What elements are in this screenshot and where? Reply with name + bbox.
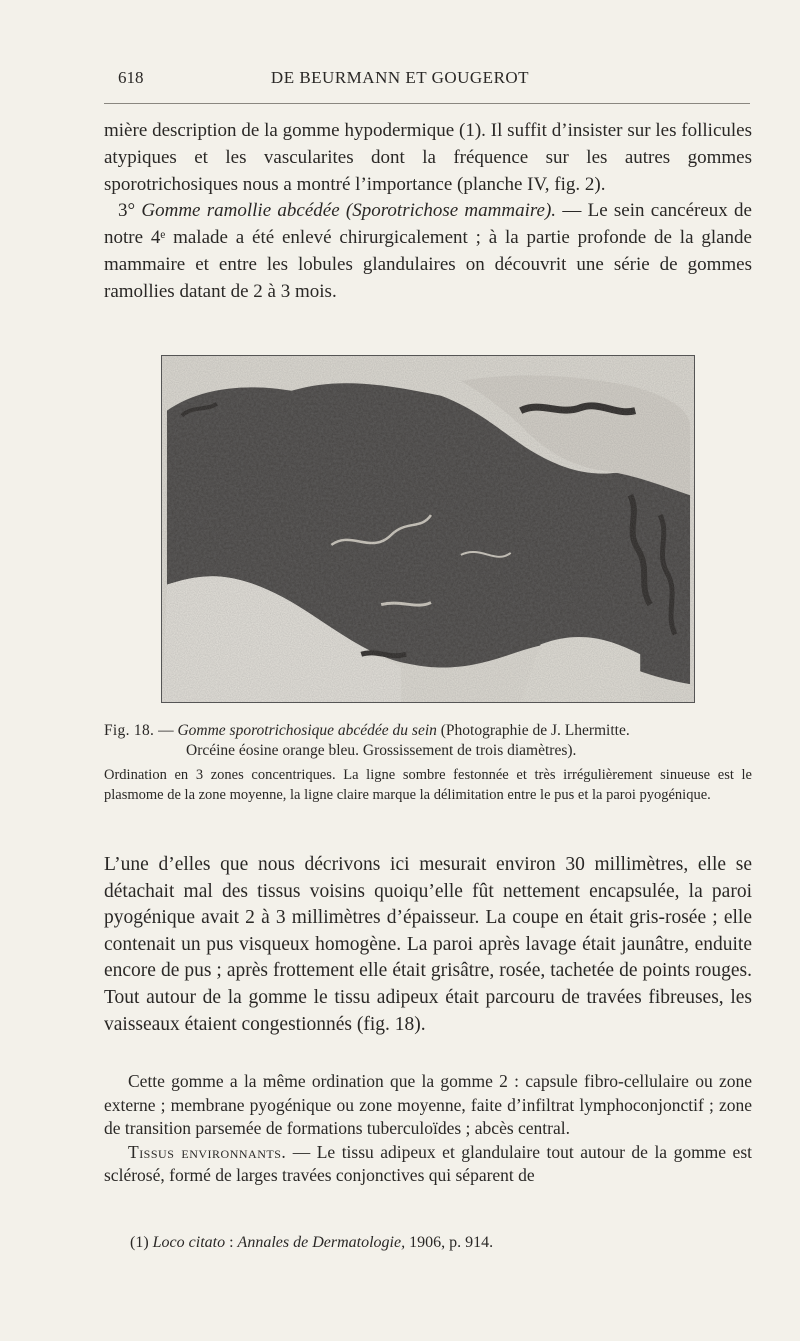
figure-legend: Ordination en 3 zones concentriques. La ligne sombre festonnée et très irrégulièrement sinueuse est le plasmome de la zone moyenne, la ligne claire marque la délimitation entre le pus et la paroi pyogénique.	[104, 767, 752, 803]
header-rule	[104, 103, 750, 104]
para-gomme-description: L’une d’elles que nous décrivons ici mesurait environ 30 millimètres, elle se détachait mal des tissus voisins quoiqu’elle fût nettement encapsulée, la paroi pyogénique avait 2 à 3 millimètres d’épaisseur. La coupe en était gris-rosée ; elle contenait un pus visqueux homogène. La paroi après lavage était jaunâtre, enduite encore de pus ; après frottement elle était grisâtre, rosée, tachetée de points rouges. Tout autour de la gomme le tissu adipeux était parcouru de travées fibreuses, les vaisseaux étaient congestionnés (fig. 18).	[104, 854, 752, 1035]
intro-paragraph-2	[104, 198, 752, 305]
running-head: DE BEURMANN ET GOUGEROT	[270, 68, 530, 87]
para-ordination: Cette gomme a la même ordination que la gomme 2 : capsule fibro-cellulaire ou zone externe ; membrane pyogénique ou zone moyenne, faite d’infiltrat lymphoconjonctif ; zone de transition parsemée de formations tuberculoïdes ; abcès central.	[104, 1071, 752, 1139]
figure-micrograph	[161, 355, 695, 703]
para-tissus	[104, 1141, 752, 1188]
footnote-journal: Annales de Dermatologie,	[237, 1234, 406, 1251]
footnote-sep: :	[225, 1234, 238, 1251]
figure-credit-first: (Photographie de J. Lhermitte.	[440, 722, 630, 739]
intro-text	[104, 118, 752, 306]
body-paragraph-3	[104, 852, 752, 1038]
footnote-marker: (1)	[130, 1234, 149, 1251]
tissus-heading: Tissus environnants.	[128, 1141, 287, 1162]
figure-label: Fig. 18.	[104, 722, 155, 739]
figure-credit-second: Orcéine éosine orange bleu. Grossissement de trois diamètres).	[186, 742, 577, 759]
footnote	[130, 1234, 493, 1252]
page-number: 618	[118, 68, 144, 87]
section-number: 3°	[118, 200, 136, 222]
figure-caption: Fig. 18. — Gomme sporotrichosique abcédée du sein (Photographie de J. Lhermitte. Orcéine éosine orange bleu. Grossissement de trois diamètres).	[104, 721, 752, 761]
section-body: — Le sein cancéreux de notre 4ᵉ malade a été enlevé chirurgicalement ; à la partie profonde de la glande mammaire et entre les lobules glandulaires on découvrit une série de gommes ramollies datant de 2 à 3 mois.	[104, 200, 752, 302]
footnote-ref: Loco citato	[152, 1234, 226, 1251]
footnote-tail: 1906, p. 914.	[405, 1234, 494, 1251]
intro-paragraph-1: mière description de la gomme hypodermique (1). Il suffit d’insister sur les follicules atypiques et les vascularites dont la fréquence sur les autres gommes sporotrichosiques nous a montré l’importance (planche IV, fig. 2).	[104, 120, 752, 195]
section-title: Gomme ramollie abcédée (Sporotrichose mammaire).	[141, 200, 557, 222]
tissus-body: — Le tissu adipeux et glandulaire tout autour de la gomme est sclérosé, formé de larges travées conjonctives qui séparent de	[104, 1141, 752, 1186]
body-small-text	[104, 1070, 752, 1188]
figure-title: Gomme sporotrichosique abcédée du sein	[177, 722, 437, 739]
micrograph-image	[162, 356, 694, 702]
